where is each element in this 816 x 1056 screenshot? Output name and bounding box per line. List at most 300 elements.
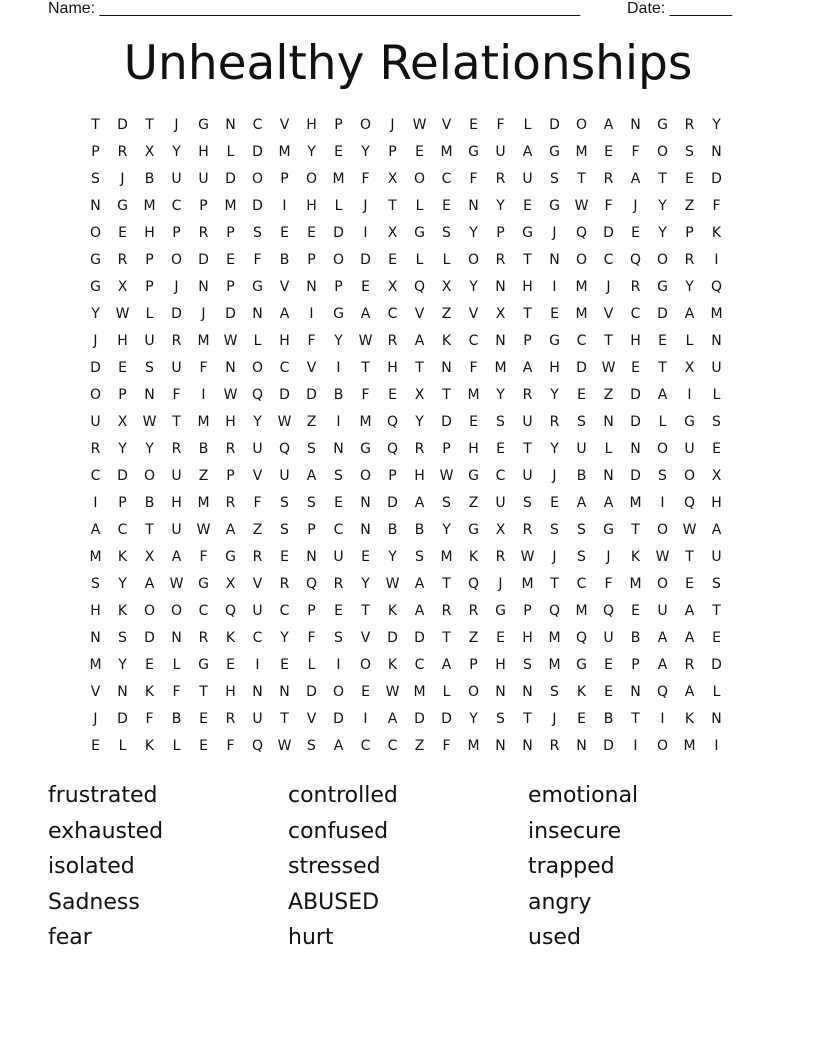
grid-letter: M — [359, 414, 372, 430]
grid-letter: B — [144, 171, 155, 187]
grid-letter: Y — [307, 144, 316, 160]
grid-letter: A — [414, 576, 425, 592]
grid-letter: E — [361, 279, 370, 295]
word-search-grid — [82, 112, 730, 760]
grid-letter: O — [413, 171, 426, 187]
grid-letter: H — [279, 333, 290, 349]
grid-letter: M — [197, 333, 210, 349]
grid-letter: T — [361, 603, 370, 619]
grid-letter: U — [657, 603, 668, 619]
grid-letter: E — [145, 657, 154, 673]
grid-letter: O — [656, 144, 669, 160]
grid-letter: I — [363, 225, 368, 241]
grid-letter: R — [90, 441, 101, 457]
grid-letter: O — [305, 171, 318, 187]
grid-letter: C — [387, 306, 398, 322]
grid-letter: G — [495, 603, 506, 619]
grid-letter: N — [117, 684, 128, 700]
grid-letter: W — [223, 387, 238, 403]
grid-letter: K — [144, 738, 155, 754]
grid-letter: E — [307, 225, 316, 241]
grid-letter: R — [198, 630, 209, 646]
grid-letter: X — [495, 306, 506, 322]
grid-letter: D — [225, 171, 236, 187]
grid-letter: E — [226, 657, 235, 673]
grid-letter: J — [93, 711, 98, 727]
grid-letter: S — [712, 414, 721, 430]
grid-letter: N — [360, 522, 371, 538]
grid-letter: R — [117, 144, 128, 160]
grid-letter: H — [468, 441, 479, 457]
grid-letter: D — [711, 171, 722, 187]
grid-letter: K — [630, 549, 641, 565]
grid-letter: E — [658, 333, 667, 349]
grid-letter: O — [359, 468, 372, 484]
grid-letter: O — [656, 522, 669, 538]
grid-letter: P — [199, 198, 208, 214]
grid-letter: M — [683, 738, 696, 754]
grid-letter: M — [710, 306, 723, 322]
grid-letter: K — [144, 684, 155, 700]
grid-letter: O — [467, 252, 480, 268]
grid-letter: O — [656, 738, 669, 754]
grid-letter: A — [630, 171, 641, 187]
grid-letter: S — [334, 630, 343, 646]
grid-letter: S — [523, 495, 532, 511]
grid-letter: Y — [145, 441, 154, 457]
grid-letter: A — [603, 495, 614, 511]
grid-letter: Y — [550, 441, 559, 457]
grid-letter: A — [171, 549, 182, 565]
grid-letter: H — [630, 333, 641, 349]
word-list-item: frustrated — [48, 783, 158, 808]
grid-letter: N — [495, 333, 506, 349]
grid-letter: L — [712, 387, 721, 403]
grid-letter: S — [334, 468, 343, 484]
grid-letter: S — [91, 171, 100, 187]
grid-letter: P — [226, 225, 235, 241]
grid-letter: R — [414, 441, 425, 457]
grid-letter: P — [307, 522, 316, 538]
grid-letter: Y — [334, 333, 343, 349]
grid-letter: X — [441, 279, 452, 295]
grid-letter: I — [687, 387, 692, 403]
grid-letter: E — [631, 603, 640, 619]
grid-letter: U — [171, 360, 182, 376]
grid-letter: M — [629, 495, 642, 511]
grid-letter: M — [89, 549, 102, 565]
grid-letter: D — [117, 468, 128, 484]
grid-letter: Q — [224, 603, 237, 619]
grid-letter: R — [468, 603, 479, 619]
grid-letter: W — [142, 414, 157, 430]
grid-letter: Z — [414, 738, 425, 754]
grid-letter: R — [495, 252, 506, 268]
grid-letter: K — [117, 603, 128, 619]
grid-letter: X — [117, 414, 128, 430]
grid-letter: S — [145, 360, 154, 376]
grid-letter: Q — [305, 576, 318, 592]
grid-letter: Q — [602, 603, 615, 619]
grid-letter: J — [174, 117, 179, 133]
grid-letter: E — [604, 684, 613, 700]
grid-letter: P — [388, 468, 397, 484]
grid-letter: H — [414, 468, 425, 484]
grid-letter: A — [414, 333, 425, 349]
grid-letter: F — [172, 387, 181, 403]
grid-letter: U — [495, 495, 506, 511]
grid-letter: Y — [361, 576, 370, 592]
grid-letter: G — [414, 225, 425, 241]
word-list-item: controlled — [288, 783, 398, 808]
grid-letter: U — [90, 414, 101, 430]
grid-letter: O — [332, 252, 345, 268]
grid-letter: E — [280, 549, 289, 565]
grid-letter: J — [390, 117, 395, 133]
grid-letter: I — [201, 387, 206, 403]
grid-letter: C — [279, 360, 290, 376]
grid-letter: W — [385, 684, 400, 700]
grid-letter: E — [199, 711, 208, 727]
grid-letter: R — [522, 522, 533, 538]
grid-letter: R — [441, 603, 452, 619]
grid-letter: V — [306, 360, 317, 376]
grid-letter: N — [171, 630, 182, 646]
grid-letter: D — [603, 738, 614, 754]
grid-letter: D — [90, 360, 101, 376]
grid-letter: Y — [415, 414, 424, 430]
grid-letter: P — [91, 144, 100, 160]
grid-letter: U — [711, 360, 722, 376]
grid-letter: A — [306, 468, 317, 484]
grid-letter: Z — [603, 387, 614, 403]
grid-letter: R — [549, 738, 560, 754]
grid-letter: N — [90, 198, 101, 214]
grid-letter: Y — [253, 414, 262, 430]
grid-letter: P — [523, 603, 532, 619]
grid-letter: P — [145, 279, 154, 295]
grid-row — [82, 166, 730, 193]
grid-letter: D — [225, 306, 236, 322]
grid-letter: B — [630, 630, 641, 646]
grid-letter: F — [307, 630, 316, 646]
grid-letter: M — [494, 360, 507, 376]
grid-letter: M — [440, 144, 453, 160]
grid-letter: K — [387, 603, 398, 619]
grid-letter: T — [631, 522, 640, 538]
grid-letter: D — [144, 630, 155, 646]
grid-letter: R — [549, 414, 560, 430]
grid-letter: B — [387, 522, 398, 538]
grid-letter: V — [414, 306, 425, 322]
grid-letter: H — [711, 495, 722, 511]
grid-letter: E — [604, 144, 613, 160]
grid-letter: A — [333, 738, 344, 754]
grid-letter: L — [172, 738, 181, 754]
grid-letter: W — [358, 333, 373, 349]
grid-letter: T — [685, 549, 694, 565]
grid-letter: N — [279, 684, 290, 700]
grid-letter: G — [225, 549, 236, 565]
grid-letter: P — [631, 657, 640, 673]
grid-letter: S — [118, 630, 127, 646]
grid-letter: G — [117, 198, 128, 214]
grid-letter: K — [225, 630, 236, 646]
grid-letter: N — [252, 306, 263, 322]
grid-letter: S — [253, 225, 262, 241]
grid-letter: R — [225, 711, 236, 727]
grid-letter: L — [523, 117, 532, 133]
grid-letter: C — [576, 576, 587, 592]
grid-letter: E — [577, 711, 586, 727]
grid-letter: S — [496, 711, 505, 727]
grid-letter: E — [550, 306, 559, 322]
grid-letter: I — [363, 711, 368, 727]
grid-letter: Y — [496, 198, 505, 214]
grid-letter: G — [549, 198, 560, 214]
grid-letter: C — [387, 738, 398, 754]
grid-letter: V — [441, 117, 452, 133]
grid-letter: E — [334, 144, 343, 160]
grid-letter: D — [657, 306, 668, 322]
grid-letter: G — [522, 225, 533, 241]
grid-letter: Q — [548, 603, 561, 619]
grid-letter: T — [658, 360, 667, 376]
grid-letter: V — [90, 684, 101, 700]
grid-letter: F — [712, 198, 721, 214]
grid-letter: M — [467, 738, 480, 754]
grid-letter: P — [172, 225, 181, 241]
grid-letter: F — [199, 360, 208, 376]
grid-letter: D — [603, 225, 614, 241]
grid-letter: C — [333, 522, 344, 538]
grid-letter: U — [495, 144, 506, 160]
grid-letter: H — [144, 225, 155, 241]
grid-letter: S — [496, 414, 505, 430]
grid-letter: Q — [413, 279, 426, 295]
name-field-label: Name: ______________________________________________________ — [48, 0, 581, 17]
grid-letter: Y — [658, 225, 667, 241]
grid-letter: T — [523, 252, 532, 268]
word-list-item: fear — [48, 925, 92, 950]
grid-letter: L — [334, 198, 343, 214]
grid-letter: I — [660, 495, 665, 511]
grid-letter: W — [655, 549, 670, 565]
grid-letter: B — [198, 441, 209, 457]
grid-row — [82, 220, 730, 247]
grid-letter: Q — [683, 495, 696, 511]
grid-letter: W — [439, 468, 454, 484]
grid-letter: B — [279, 252, 290, 268]
grid-letter: I — [714, 738, 719, 754]
grid-letter: E — [361, 549, 370, 565]
grid-letter: F — [496, 117, 505, 133]
grid-letter: N — [225, 117, 236, 133]
grid-letter: F — [469, 360, 478, 376]
grid-letter: T — [604, 333, 613, 349]
grid-letter: P — [334, 279, 343, 295]
grid-letter: Q — [278, 441, 291, 457]
grid-letter: U — [522, 171, 533, 187]
grid-letter: X — [711, 468, 722, 484]
grid-letter: P — [307, 603, 316, 619]
grid-letter: N — [198, 279, 209, 295]
grid-letter: M — [575, 144, 588, 160]
grid-letter: Q — [467, 576, 480, 592]
grid-letter: T — [280, 711, 289, 727]
grid-letter: N — [306, 549, 317, 565]
grid-letter: M — [89, 657, 102, 673]
grid-letter: S — [577, 414, 586, 430]
grid-letter: G — [90, 279, 101, 295]
word-list-item: emotional — [528, 783, 639, 808]
grid-row — [82, 112, 730, 139]
grid-letter: W — [277, 414, 292, 430]
grid-letter: T — [442, 387, 451, 403]
grid-letter: V — [306, 711, 317, 727]
grid-letter: Q — [575, 630, 588, 646]
grid-letter: V — [252, 576, 263, 592]
grid-letter: N — [522, 684, 533, 700]
grid-letter: I — [255, 657, 260, 673]
word-list — [48, 778, 768, 956]
grid-letter: X — [144, 144, 155, 160]
grid-letter: U — [171, 468, 182, 484]
grid-letter: V — [252, 468, 263, 484]
word-list-item: used — [528, 925, 581, 950]
grid-row — [82, 139, 730, 166]
grid-letter: C — [603, 252, 614, 268]
grid-letter: O — [683, 468, 696, 484]
grid-letter: S — [523, 657, 532, 673]
grid-letter: S — [442, 495, 451, 511]
grid-letter: N — [252, 684, 263, 700]
word-list-item: insecure — [528, 818, 622, 844]
grid-letter: R — [684, 657, 695, 673]
grid-letter: R — [522, 387, 533, 403]
grid-letter: U — [279, 468, 290, 484]
grid-row — [82, 193, 730, 220]
grid-letter: Q — [629, 252, 642, 268]
grid-letter: D — [630, 414, 641, 430]
word-list-item: isolated — [48, 854, 135, 879]
grid-letter: J — [93, 333, 98, 349]
grid-letter: I — [552, 279, 557, 295]
word-list-item: angry — [528, 889, 592, 915]
grid-letter: I — [660, 711, 665, 727]
grid-letter: P — [118, 495, 127, 511]
grid-letter: G — [198, 117, 209, 133]
grid-letter: M — [143, 198, 156, 214]
grid-letter: Y — [658, 198, 667, 214]
grid-letter: P — [334, 117, 343, 133]
grid-letter: G — [252, 279, 263, 295]
grid-letter: H — [522, 279, 533, 295]
grid-letter: P — [469, 657, 478, 673]
grid-letter: Y — [469, 279, 478, 295]
grid-letter: Y — [442, 522, 451, 538]
grid-letter: A — [603, 117, 614, 133]
grid-letter: A — [144, 576, 155, 592]
grid-letter: Y — [712, 117, 721, 133]
grid-letter: E — [712, 441, 721, 457]
grid-letter: Y — [91, 306, 100, 322]
grid-letter: V — [279, 279, 290, 295]
grid-letter: L — [307, 657, 316, 673]
grid-letter: N — [225, 360, 236, 376]
grid-row — [82, 409, 730, 436]
grid-letter: O — [359, 657, 372, 673]
date-field-label: Date: _______ — [627, 0, 732, 17]
grid-letter: M — [197, 414, 210, 430]
grid-letter: O — [251, 171, 264, 187]
grid-letter: S — [307, 441, 316, 457]
grid-letter: T — [712, 603, 721, 619]
grid-letter: A — [684, 306, 695, 322]
grid-letter: S — [577, 549, 586, 565]
grid-letter: E — [577, 387, 586, 403]
grid-letter: E — [388, 387, 397, 403]
page-title: Unhealthy Relationships — [123, 36, 693, 91]
grid-letter: F — [631, 144, 640, 160]
grid-letter: W — [412, 117, 427, 133]
grid-letter: E — [523, 198, 532, 214]
grid-letter: T — [550, 576, 559, 592]
grid-letter: T — [199, 684, 208, 700]
grid-letter: F — [253, 495, 262, 511]
grid-letter: H — [549, 360, 560, 376]
grid-letter: X — [144, 549, 155, 565]
grid-letter: W — [115, 306, 130, 322]
grid-letter: D — [333, 711, 344, 727]
grid-letter: N — [630, 441, 641, 457]
grid-letter: R — [684, 252, 695, 268]
grid-letter: R — [225, 495, 236, 511]
grid-letter: M — [548, 657, 561, 673]
grid-letter: T — [145, 522, 154, 538]
grid-letter: K — [468, 549, 479, 565]
grid-letter: J — [498, 576, 503, 592]
grid-letter: H — [171, 495, 182, 511]
grid-letter: U — [576, 441, 587, 457]
grid-letter: X — [225, 576, 236, 592]
grid-letter: E — [199, 738, 208, 754]
grid-letter: F — [199, 549, 208, 565]
grid-letter: D — [171, 306, 182, 322]
grid-letter: B — [171, 711, 182, 727]
grid-letter: S — [685, 144, 694, 160]
grid-letter: G — [549, 144, 560, 160]
grid-letter: C — [279, 603, 290, 619]
grid-letter: D — [414, 630, 425, 646]
grid-letter: R — [630, 279, 641, 295]
grid-letter: R — [117, 252, 128, 268]
grid-letter: O — [251, 360, 264, 376]
header — [48, 0, 748, 20]
grid-letter: J — [633, 198, 638, 214]
grid-letter: J — [552, 468, 557, 484]
grid-row — [82, 247, 730, 274]
grid-letter: N — [495, 279, 506, 295]
grid-letter: Z — [468, 495, 479, 511]
grid-letter: N — [306, 279, 317, 295]
grid-letter: S — [415, 549, 424, 565]
grid-row — [82, 436, 730, 463]
grid-letter: D — [252, 198, 263, 214]
grid-letter: S — [280, 495, 289, 511]
grid-letter: N — [549, 252, 560, 268]
grid-letter: R — [171, 441, 182, 457]
